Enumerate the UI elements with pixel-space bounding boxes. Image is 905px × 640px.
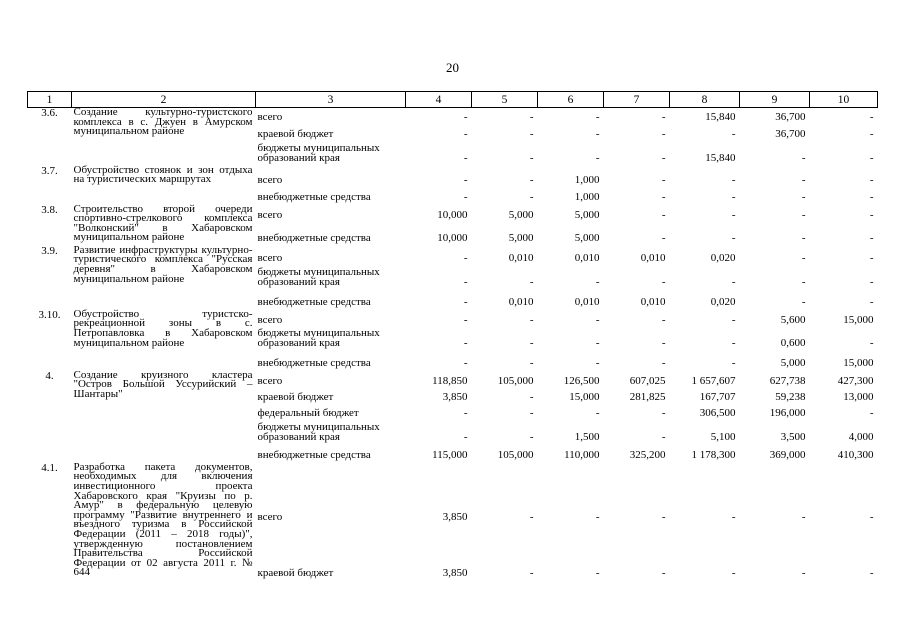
value-cell: 0,010 — [574, 295, 600, 308]
funding-source: всего — [257, 173, 283, 186]
value-cell: - — [463, 190, 468, 203]
funding-source: всего — [257, 208, 283, 221]
value-cell: - — [731, 275, 736, 288]
value-cell: - — [731, 567, 736, 579]
value-cell: - — [529, 406, 534, 419]
value-cell: 5,000 — [780, 356, 806, 369]
value-cell: - — [661, 336, 666, 349]
value-cell: - — [661, 151, 666, 164]
value-cell: 15,840 — [705, 151, 736, 164]
value-cell: - — [463, 406, 468, 419]
item-name: Строительство второй очереди спортивно-стрелкового комплекса "Волконский" в Хабаровском муниципальном районе — [73, 202, 253, 244]
value-cell: 0,600 — [780, 336, 806, 349]
value-cell: 0,010 — [640, 251, 666, 264]
value-cell: 5,600 — [780, 313, 806, 326]
value-cell: - — [869, 511, 874, 524]
value-cell: - — [801, 151, 806, 164]
value-cell: - — [661, 511, 666, 524]
value-cell: - — [801, 208, 806, 221]
item-number: 3.6. — [41, 107, 58, 119]
item-number: 3.10. — [38, 308, 61, 321]
item-name: Обустройство туристско-рекреационной зоны в с. Петропавловка в Хабаровском муниципальном районе — [73, 307, 253, 349]
column-header: 2 — [72, 92, 256, 108]
funding-source: внебюджетные средства — [257, 356, 371, 369]
value-cell: - — [529, 110, 534, 123]
value-cell: 5,000 — [574, 231, 600, 244]
value-cell: 1 178,300 — [691, 448, 736, 461]
value-cell: 115,000 — [432, 448, 468, 461]
value-cell: - — [869, 151, 874, 164]
value-cell: 105,000 — [497, 374, 534, 387]
value-cell: 10,000 — [437, 231, 468, 244]
table-row — [28, 307, 878, 325]
value-cell: - — [661, 567, 666, 579]
value-cell: - — [529, 430, 534, 443]
value-cell: - — [529, 151, 534, 164]
value-cell: - — [869, 275, 874, 288]
value-cell: - — [801, 251, 806, 264]
item-number: 3.9. — [41, 244, 58, 257]
value-cell: 607,025 — [629, 374, 666, 387]
funding-source: внебюджетные средства — [257, 448, 371, 461]
value-cell: - — [731, 208, 736, 221]
value-cell: - — [801, 567, 806, 579]
value-cell: - — [661, 313, 666, 326]
value-cell: - — [869, 295, 874, 308]
table-row — [28, 368, 878, 386]
value-cell: 3,500 — [780, 430, 806, 443]
value-cell: 3,850 — [442, 390, 468, 403]
value-cell: - — [731, 231, 736, 244]
value-cell: 369,000 — [769, 448, 806, 461]
value-cell: - — [869, 567, 874, 579]
value-cell: - — [801, 231, 806, 244]
funding-source: внебюджетные средства — [257, 190, 371, 203]
value-cell: 410,300 — [837, 448, 874, 461]
value-cell: 306,500 — [699, 406, 736, 419]
item-name: Обустройство стоянок и зон отдыха на туристических маршрутах — [73, 163, 253, 186]
funding-source: всего — [257, 251, 283, 264]
funding-source: бюджеты муниципальных образований края — [257, 326, 380, 349]
value-cell: - — [595, 511, 600, 524]
value-cell: 118,850 — [432, 374, 468, 387]
item-number: 4. — [45, 369, 54, 382]
funding-source: бюджеты муниципальных образований края — [257, 141, 380, 164]
value-cell: - — [595, 356, 600, 369]
column-header: 8 — [670, 92, 740, 108]
column-header: 10 — [810, 92, 878, 108]
value-cell: - — [731, 511, 736, 524]
value-cell: - — [529, 190, 534, 203]
funding-source: бюджеты муниципальных образований края — [257, 420, 380, 443]
value-cell: - — [661, 406, 666, 419]
value-cell: - — [595, 110, 600, 123]
value-cell: - — [529, 567, 534, 579]
page-number: 20 — [446, 60, 459, 75]
value-cell: 427,300 — [837, 374, 874, 387]
value-cell: - — [801, 173, 806, 186]
value-cell: - — [661, 190, 666, 203]
funding-source: всего — [257, 374, 283, 387]
value-cell: - — [463, 356, 468, 369]
value-cell: 281,825 — [629, 390, 666, 403]
value-cell: - — [661, 110, 666, 123]
value-cell: - — [595, 406, 600, 419]
value-cell: 0,020 — [710, 295, 736, 308]
value-cell: 0,010 — [508, 251, 534, 264]
column-header: 1 — [28, 92, 72, 108]
value-cell: 3,850 — [442, 567, 468, 579]
value-cell: 0,010 — [508, 295, 534, 308]
value-cell: - — [869, 173, 874, 186]
value-cell: 0,010 — [574, 251, 600, 264]
value-cell: - — [529, 336, 534, 349]
funding-source: всего — [257, 313, 283, 326]
value-cell: - — [463, 430, 468, 443]
item-name: Развитие инфраструктуры культурно-туристического комплекса "Русская деревня" в Хабаровском муниципальном районе — [73, 243, 253, 285]
value-cell: 325,200 — [629, 448, 666, 461]
value-cell: - — [463, 173, 468, 186]
value-cell: 110,000 — [564, 448, 600, 461]
value-cell: - — [595, 151, 600, 164]
value-cell: - — [529, 313, 534, 326]
item-number: 4.1. — [41, 461, 58, 474]
value-cell: - — [661, 430, 666, 443]
value-cell: - — [463, 295, 468, 308]
value-cell: - — [661, 127, 666, 140]
value-cell: 4,000 — [848, 430, 874, 443]
value-cell: - — [463, 313, 468, 326]
value-cell: 15,000 — [569, 390, 600, 403]
value-cell: 126,500 — [563, 374, 600, 387]
value-cell: - — [801, 275, 806, 288]
value-cell: 5,100 — [710, 430, 736, 443]
value-cell: - — [661, 275, 666, 288]
column-header: 6 — [538, 92, 604, 108]
value-cell: - — [661, 208, 666, 221]
value-cell: - — [529, 390, 534, 403]
table-row — [28, 243, 878, 263]
value-cell: - — [595, 275, 600, 288]
value-cell: 1,000 — [574, 173, 600, 186]
funding-source: федеральный бюджет — [257, 406, 359, 419]
value-cell: - — [529, 127, 534, 140]
table-row — [28, 460, 878, 523]
value-cell: - — [869, 336, 874, 349]
value-cell: - — [529, 356, 534, 369]
value-cell: 627,738 — [769, 374, 806, 387]
funding-source: краевой бюджет — [257, 567, 334, 579]
funding-source: всего — [257, 511, 283, 524]
value-cell: 15,000 — [843, 313, 874, 326]
item-number: 3.8. — [41, 203, 58, 216]
value-cell: - — [869, 231, 874, 244]
value-cell: 196,000 — [769, 406, 806, 419]
value-cell: 36,700 — [775, 127, 806, 140]
value-cell: 5,000 — [508, 208, 534, 221]
value-cell: - — [595, 567, 600, 579]
funding-source: всего — [257, 110, 283, 123]
value-cell: - — [463, 127, 468, 140]
value-cell: - — [529, 173, 534, 186]
value-cell: - — [801, 511, 806, 524]
value-cell: - — [731, 356, 736, 369]
value-cell: 5,000 — [574, 208, 600, 221]
value-cell: 5,000 — [508, 231, 534, 244]
column-header: 9 — [740, 92, 810, 108]
column-header: 3 — [256, 92, 406, 108]
value-cell: - — [463, 275, 468, 288]
value-cell: - — [661, 173, 666, 186]
item-number: 3.7. — [41, 164, 58, 177]
value-cell: - — [661, 356, 666, 369]
value-cell: - — [529, 511, 534, 524]
value-cell: 0,020 — [710, 251, 736, 264]
value-cell: - — [731, 190, 736, 203]
value-cell: - — [595, 313, 600, 326]
table-row — [28, 108, 878, 122]
funding-source: краевой бюджет — [257, 390, 334, 403]
funding-source: внебюджетные средства — [257, 295, 371, 308]
table-body — [28, 108, 878, 579]
value-cell: - — [869, 127, 874, 140]
value-cell: 10,000 — [437, 208, 468, 221]
value-cell: - — [731, 313, 736, 326]
value-cell: - — [869, 251, 874, 264]
value-cell: 36,700 — [775, 110, 806, 123]
value-cell: - — [463, 110, 468, 123]
value-cell: - — [731, 173, 736, 186]
value-cell: 1 657,607 — [691, 374, 736, 387]
column-header: 5 — [472, 92, 538, 108]
column-header: 4 — [406, 92, 472, 108]
financing-table — [27, 91, 878, 578]
funding-source: бюджеты муниципальных образований края — [257, 265, 380, 288]
value-cell: - — [463, 336, 468, 349]
funding-source: краевой бюджет — [257, 127, 334, 140]
value-cell: - — [529, 275, 534, 288]
column-header: 7 — [604, 92, 670, 108]
value-cell: - — [463, 151, 468, 164]
value-cell: - — [731, 127, 736, 140]
value-cell: - — [731, 336, 736, 349]
value-cell: - — [595, 127, 600, 140]
funding-source: внебюджетные средства — [257, 231, 371, 244]
value-cell: 105,000 — [497, 448, 534, 461]
value-cell: 1,500 — [574, 430, 600, 443]
table-row — [28, 202, 878, 220]
value-cell: - — [801, 295, 806, 308]
value-cell: - — [801, 190, 806, 203]
item-name: Создание культурно-туристского комплекса в с. Джуен в Амурском муниципальном районе — [73, 106, 253, 138]
value-cell: 13,000 — [843, 390, 874, 403]
value-cell: 3,850 — [442, 511, 468, 524]
value-cell: - — [869, 406, 874, 419]
item-name: Создание круизного кластера "Остров Большой Уссурийский – Шантары" — [73, 368, 253, 401]
value-cell: 1,000 — [574, 190, 600, 203]
value-cell: 167,707 — [699, 390, 736, 403]
value-cell: - — [869, 208, 874, 221]
value-cell: - — [869, 110, 874, 123]
value-cell: - — [595, 336, 600, 349]
value-cell: 15,840 — [705, 110, 736, 123]
table-row — [28, 163, 878, 185]
item-name: Разработка пакета документов, необходимых для включения инвестиционного проекта Хабаровского края "Круизы по р. Амур" в федеральную целевую программу "Развитие внутреннего и въездного туризма в Российской Федерации (2011 – 2018 годы)", утвержденную постановлением Правительства Российской Федерации от 02 августа 2011 г. № 644 — [73, 460, 253, 579]
value-cell: 59,238 — [775, 390, 806, 403]
value-cell: 0,010 — [640, 295, 666, 308]
value-cell: - — [869, 190, 874, 203]
value-cell: 15,000 — [843, 356, 874, 369]
value-cell: - — [463, 251, 468, 264]
value-cell: - — [661, 231, 666, 244]
